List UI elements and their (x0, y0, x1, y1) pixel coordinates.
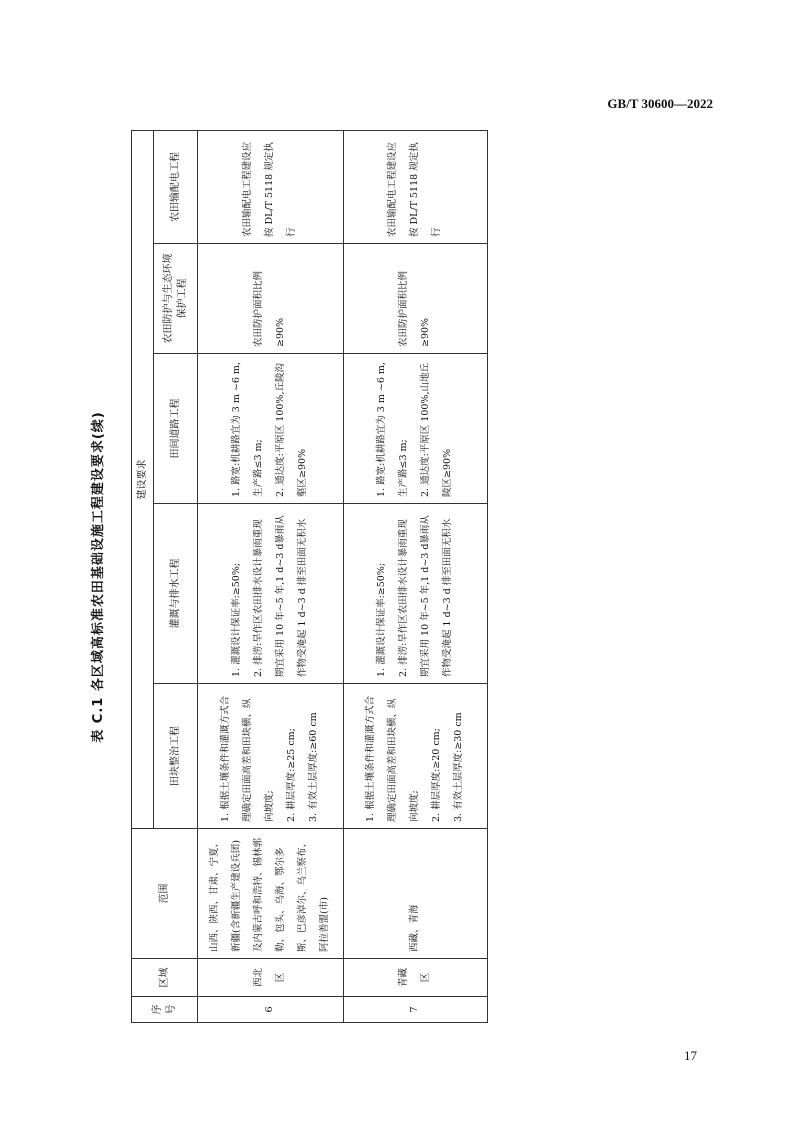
header-range: 范围 (132, 829, 198, 959)
rotated-table-block (87, 131, 488, 1023)
cell-region: 西北区 (198, 959, 343, 997)
page-number: 17 (684, 1048, 697, 1063)
cell-range: 山西、陕西、甘肃、宁夏、新疆(含新疆生产建设兵团)及内蒙古呼和浩特、锡林郭勒、包头、乌海、鄂尔多斯、巴彦淖尔、乌兰察布、阿拉善盟(市) (198, 829, 343, 959)
cell-col4: 农田防护面积比例≥90% (198, 244, 343, 354)
cell-region: 青藏区 (343, 959, 487, 997)
cell-col4: 农田防护面积比例≥90% (343, 244, 487, 354)
cell-col2: 1. 灌溉设计保证率:≥50%; 2. 排涝:旱作区农田排水设计暴雨重现期宜采用 10 年~5 年,1 d~3 d暴雨从作物受淹起 1 d~3 d 排至田面无积水 (343, 504, 487, 684)
table-row (343, 130, 487, 1022)
header-group: 建设要求 (132, 130, 154, 828)
header-col3: 田间道路工程 (154, 354, 198, 504)
cell-seq: 6 (198, 997, 343, 1023)
cell-col2: 1. 灌溉设计保证率:≥50%; 2. 排涝:旱作区农田排水设计暴雨重现期宜采用 10 年~5 年,1 d~3 d暴雨从作物受淹起 1 d~3 d 排至田面无积水 (198, 504, 343, 684)
cell-range: 西藏、青海 (343, 829, 487, 959)
cell-col5: 农田输配电工程建设应按 DL/T 5118 规定执行 (198, 130, 343, 243)
header-col5: 农田输配电工程 (154, 130, 198, 243)
header-col4: 农田防护与生态环境保护工程 (154, 244, 198, 354)
header-region: 区域 (132, 959, 198, 997)
cell-col3: 1. 路宽:机耕路宜为 3 m ~6 m,生产路≤3 m; 2. 通达度:平原区 100%,山地丘陵区≥90% (343, 354, 487, 504)
table-caption: 表 C.1 各区域高标准农田基础设施工程建设要求(续) (91, 411, 106, 743)
cell-seq: 7 (343, 997, 487, 1023)
requirements-table (131, 130, 488, 1023)
standard-number: GB/T 30600—2022 (607, 96, 713, 111)
header-col2: 灌溉与排水工程 (154, 504, 198, 684)
header-col1: 田块整治工程 (154, 684, 198, 829)
table-row (198, 130, 343, 1022)
cell-col1: 1. 根据土壤条件和灌溉方式合理确定田面高差和田块横、纵向坡度; 2. 耕层厚度:≥20 cm; 3. 有效土层厚度:≥30 cm (343, 684, 487, 829)
cell-col3: 1. 路宽:机耕路宜为 3 m ~6 m,生产路≤3 m; 2. 通达度:平原区 100%,丘陵沟壑区≥90% (198, 354, 343, 504)
header-seq: 序号 (132, 997, 198, 1023)
cell-col5: 农田输配电工程建设应按 DL/T 5118 规定执行 (343, 130, 487, 243)
cell-col1: 1. 根据土壤条件和灌溉方式合理确定田面高差和田块横、纵向坡度; 2. 耕层厚度:≥25 cm; 3. 有效土层厚度:≥60 cm (198, 684, 343, 829)
